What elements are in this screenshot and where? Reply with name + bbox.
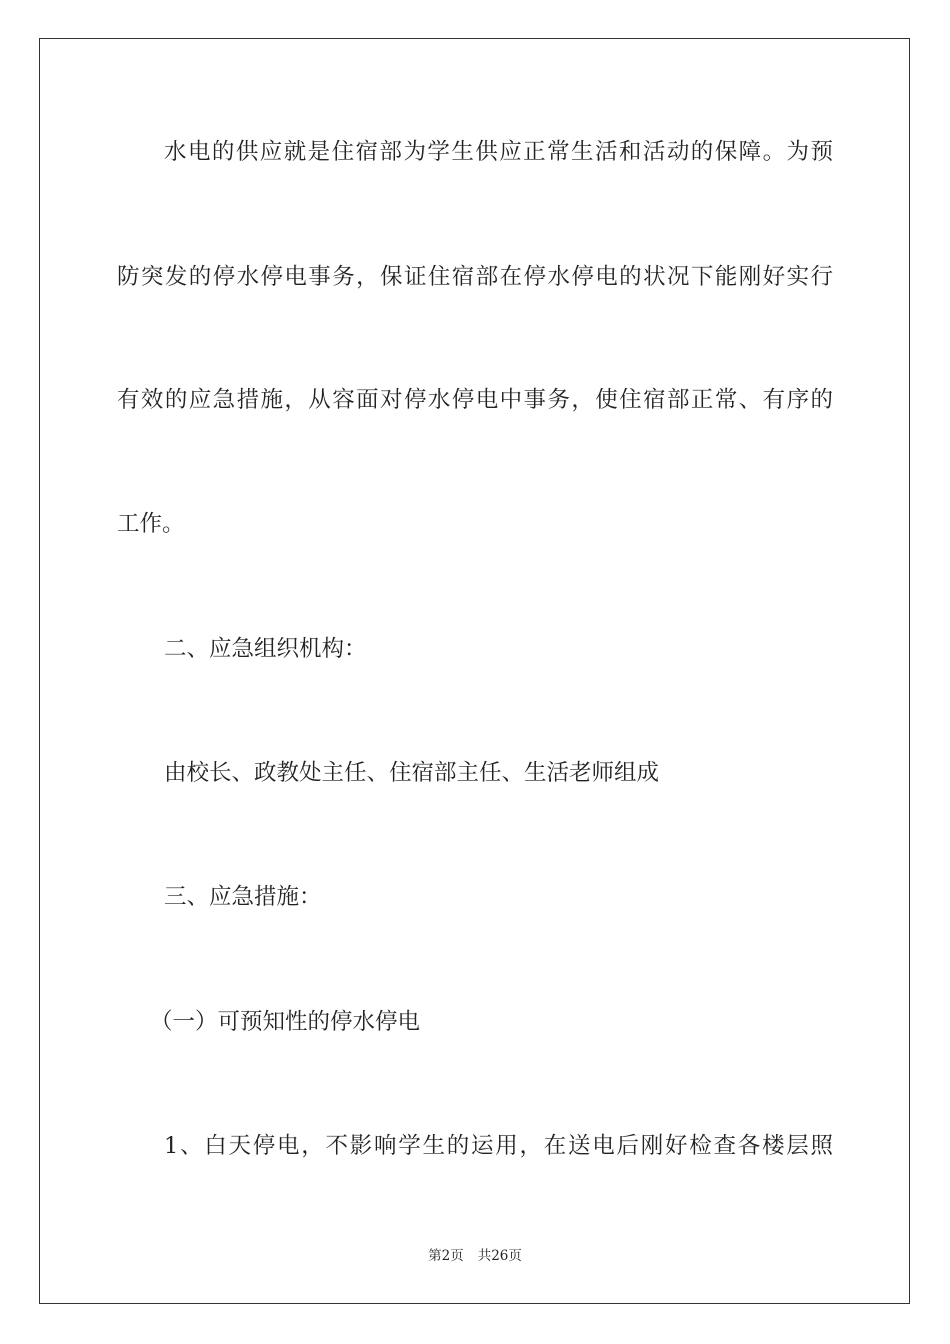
- page-number: 第2页: [428, 1248, 464, 1264]
- body-line-4: 工作。: [117, 511, 185, 537]
- page-border: [39, 38, 910, 1304]
- list-item-1: 1、白天停电，不影响学生的运用，在送电后刚好检查各楼层照: [164, 1133, 833, 1159]
- section-heading-organization: 二、应急组织机构：: [164, 636, 367, 662]
- section-heading-measures: 三、应急措施：: [164, 884, 322, 910]
- body-line-2: 防突发的停水停电事务，保证住宿部在停水停电的状况下能刚好实行: [117, 264, 833, 290]
- body-line-3: 有效的应急措施，从容面对停水停电中事务，使住宿部正常、有序的: [117, 387, 833, 413]
- page-footer: [0, 1247, 950, 1265]
- body-line-organization: 由校长、政教处主任、住宿部主任、生活老师组成: [164, 760, 660, 786]
- body-line-1: 水电的供应就是住宿部为学生供应正常生活和活动的保障。为预: [164, 139, 833, 165]
- page-total: 共26页: [477, 1248, 522, 1264]
- subsection-heading-predictable: （一）可预知性的停水停电: [150, 1009, 421, 1035]
